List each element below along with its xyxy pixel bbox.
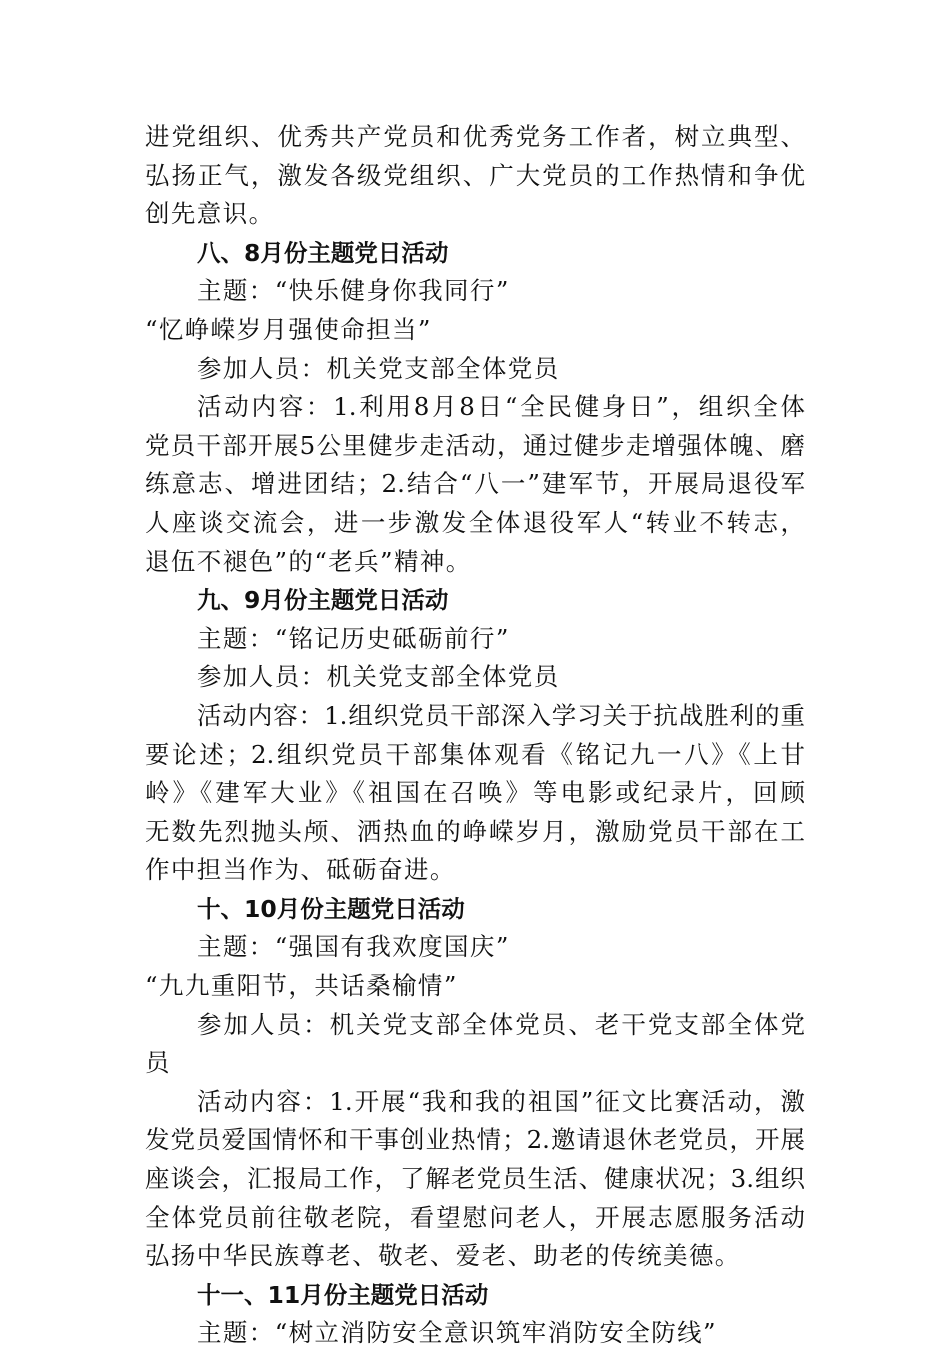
paragraph-line: 党员干部开展5公里健步走活动，通过健步走增强体魄、磨 (145, 430, 805, 460)
section-heading-september: 九、9月份主题党日活动 (197, 586, 449, 615)
theme-line-continued: “忆峥嵘岁月强使命担当” (145, 314, 432, 344)
section-heading-october: 十、10月份主题党日活动 (197, 894, 465, 923)
activity-content-line: 活动内容：1.利用8月8日“全民健身日”，组织全体 (197, 392, 805, 422)
participants-line-continued: 员 (145, 1048, 170, 1078)
theme-line: 主题：“强国有我欢度国庆” (197, 932, 510, 962)
paragraph-line: 全体党员前往敬老院，看望慰问老人，开展志愿服务活动 (145, 1202, 805, 1232)
participants-line: 参加人员：机关党支部全体党员 (197, 662, 560, 692)
paragraph-line: 退伍不褪色”的“老兵”精神。 (145, 546, 472, 576)
paragraph-line: 人座谈交流会，进一步激发全体退役军人“转业不转志， (145, 507, 805, 537)
paragraph-line: 座谈会，汇报局工作，了解老党员生活、健康状况；3.组织 (145, 1164, 805, 1194)
paragraph-line: 进党组织、优秀共产党员和优秀党务工作者，树立典型、 (145, 122, 805, 151)
theme-line: 主题：“快乐健身你我同行” (197, 276, 510, 306)
document-page (145, 118, 805, 1353)
section-heading-august: 八、8月份主题党日活动 (197, 238, 449, 267)
activity-content-line: 活动内容：1.组织党员干部深入学习关于抗战胜利的重 (197, 700, 805, 730)
paragraph-line: 无数先烈抛头颅、洒热血的峥嵘岁月，激励党员干部在工 (145, 816, 805, 846)
paragraph-line: 要论述；2.组织党员干部集体观看《铭记九一八》《上甘 (145, 739, 805, 769)
activity-content-line: 活动内容：1.开展“我和我的祖国”征文比赛活动，激 (197, 1086, 805, 1116)
section-heading-november: 十一、11月份主题党日活动 (197, 1280, 489, 1309)
participants-line: 参加人员：机关党支部全体党员 (197, 353, 560, 383)
paragraph-line: 岭》《建军大业》《祖国在召唤》等电影或纪录片，回顾 (145, 778, 805, 808)
participants-line: 参加人员：机关党支部全体党员、老干党支部全体党 (197, 1009, 805, 1039)
paragraph-line: 作中担当作为、砥砺奋进。 (145, 855, 456, 885)
paragraph-line: 练意志、增进团结；2.结合“八一”建军节，开展局退役军 (145, 469, 805, 499)
paragraph-line: 创先意识。 (145, 199, 275, 229)
theme-line: 主题：“铭记历史砥砺前行” (197, 623, 510, 653)
paragraph-line: 弘扬中华民族尊老、敬老、爱老、助老的传统美德。 (145, 1241, 741, 1271)
theme-line-continued: “九九重阳节，共话桑榆情” (145, 971, 458, 1001)
paragraph-line: 发党员爱国情怀和干事创业热情；2.邀请退休老党员，开展 (145, 1125, 805, 1155)
theme-line: 主题：“树立消防安全意识筑牢消防安全防线” (197, 1318, 717, 1348)
paragraph-line: 弘扬正气，激发各级党组织、广大党员的工作热情和争优 (145, 160, 805, 190)
